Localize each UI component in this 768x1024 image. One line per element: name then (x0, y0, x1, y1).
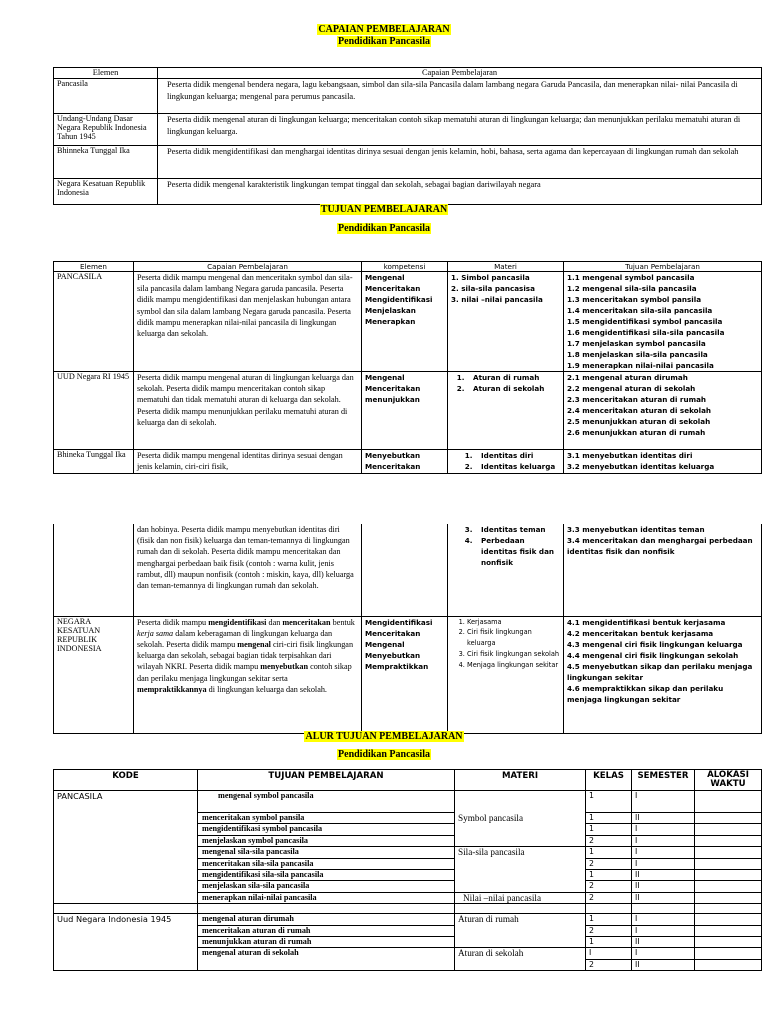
tujuan-tp: 4.1 mengidentifikasi bentuk kerjasama 4.2 menceritakan bentuk kerjasama 4.3 mengenal ciri fisik lingkungan keluarga 4.4 mengenal ciri fisik lingkungan sekolah 4.5 menyebutkan sikap dan perilaku menjaga lingkungan sekitar 4.6 mempraktikkan sikap dan perilaku menjaga lingkungan sekitar (564, 616, 762, 733)
capaian-title: CAPAIAN PEMBELAJARAN (318, 24, 450, 35)
tujuan-cp: Peserta didik mampu mengenal aturan di lingkungan keluarga dan sekolah. Peserta didik mampu menceritakan contoh sikap mematuhi dan tidak mematuhi aturan di keluarga dan sekolah. Peserta didik mampu menunjukkan perilaku mematuhi aturan di keluarga dan di sekolah. (134, 372, 362, 450)
alur-tp: menerapkan nilai-nilai pancasila (198, 892, 455, 903)
alur-semester: II (632, 959, 695, 970)
alur-alokasi (695, 948, 762, 959)
alur-tp: mengenal aturan di sekolah (198, 948, 455, 971)
alur-semester: II (632, 870, 695, 881)
tujuan-header-materi: Materi (448, 262, 564, 272)
alur-kelas: 2 (586, 959, 632, 970)
alur-subtitle: Pendidikan Pancasila (338, 749, 430, 760)
tujuan-elemen: Bhineka Tunggal Ika (54, 450, 134, 474)
alur-kelas: 1 (586, 914, 632, 925)
capaian-table (53, 67, 762, 205)
capaian-header-cp: Capaian Pembelajaran (158, 68, 762, 79)
tujuan-header-tujuan: Tujuan Pembelajaran (564, 262, 762, 272)
tujuan-kompetensi: Mengenal Menceritakan menunjukkan (362, 372, 448, 450)
alur-kelas: 1 (586, 847, 632, 858)
alur-materi: Aturan di rumah (455, 914, 586, 948)
tujuan-elemen: UUD Negara RI 1945 (54, 372, 134, 450)
alur-semester: I (632, 847, 695, 858)
capaian-subtitle: Pendidikan Pancasila (338, 36, 430, 47)
alur-tp: mengenal aturan dirumah (198, 914, 455, 925)
tujuan-header-kompetensi: kompetensi (362, 262, 448, 272)
capaian-cp: Peserta didik mengidentifikasi dan menghargai identitas dirinya sesuai dengan jenis kelamin, hobi, bahasa, serta agama dan kepercayaan di lingkungan rumah dan sekolah (158, 146, 762, 179)
alur-kelas: 2 (586, 892, 632, 903)
alur-tp: mengidentifikasi symbol pancasila (198, 824, 455, 835)
capaian-cp: Peserta didik mengenal karakteristik lingkungan tempat tinggal dan sekolah, sebagai bagian dariwilayah negara (158, 179, 762, 205)
tujuan-materi: 3. Identitas teman 4. Perbedaan identitas fisik dan nonfisik (448, 524, 564, 616)
alur-alokasi (695, 892, 762, 903)
capaian-elemen: Bhinneka Tunggal Ika (54, 146, 158, 179)
alur-tp: menceritakan sila-sila pancasila (198, 858, 455, 869)
alur-semester: II (632, 881, 695, 892)
alur-kelas: 1 (586, 824, 632, 835)
tujuan-cp: Peserta didik mampu mengenal dan menceritakn symbol dan sila-sila pancasila dalam lambang Negara garuda pancasila. Peserta didik mampu mengidentifikasi dan menjelaskan hubungan antara symbol dan sila dalam lambang Negara garuda pancasila. Peserta didik mampu menerapkan nilai-nilai pancasila di lingkungan keluarga dan sekolah. (134, 272, 362, 372)
alur-kode: Uud Negara Indonesia 1945 (54, 914, 198, 971)
alur-tp: menjelaskan sila-sila pancasila (198, 881, 455, 892)
tujuan-kompetensi: Menyebutkan Menceritakan (362, 450, 448, 474)
alur-tp: mengenal symbol pancasila (198, 791, 455, 813)
alur-alokasi (695, 835, 762, 846)
alur-kode: PANCASILA (54, 791, 198, 904)
tujuan-tp: 1.1 mengenal symbol pancasila 1.2 mengenal sila-sila pancasila 1.3 menceritakan symbol pansila 1.4 menceritakan sila-sila pancasila 1.5 mengidentifikasi symbol pancasila 1.6 mengidentifikasi sila-sila pancasila 1.7 menjelaskan symbol pancasila 1.8 menjelaskan sila-sila pancasila 1.9 menerapkan nilai-nilai pancasila (564, 272, 762, 372)
tujuan-kompetensi (362, 524, 448, 616)
alur-kelas: 1 (586, 813, 632, 824)
alur-kelas: 2 (586, 881, 632, 892)
alur-tp: mengenal sila-sila pancasila (198, 847, 455, 858)
tujuan-subtitle: Pendidikan Pancasila (338, 223, 430, 234)
tujuan-table-continued (53, 524, 762, 734)
alur-alokasi (695, 791, 762, 813)
alur-alokasi (695, 870, 762, 881)
tujuan-elemen (54, 524, 134, 616)
alur-alokasi (695, 858, 762, 869)
alur-alokasi (695, 959, 762, 970)
alur-alokasi (695, 914, 762, 925)
alur-tp: menunjukkan aturan di rumah (198, 937, 455, 948)
alur-semester: II (632, 813, 695, 824)
alur-semester: I (632, 925, 695, 936)
alur-header-tujuan: TUJUAN PEMBELAJARAN (198, 770, 455, 791)
alur-title: ALUR TUJUAN PEMBELAJARAN (305, 731, 463, 742)
alur-materi: Aturan di sekolah (455, 948, 586, 971)
tujuan-tp: 3.3 menyebutkan identitas teman 3.4 menceritakan dan menghargai perbedaan identitas fisik dan nonfisik (564, 524, 762, 616)
alur-header-semester: SEMESTER (632, 770, 695, 791)
alur-tp: menceritakan aturan di rumah (198, 925, 455, 936)
tujuan-cp: dan hobinya. Peserta didik mampu menyebutkan identitas diri (fisik dan non fisik) keluarga dan teman-temannya di lingkungan rumah dan di sekolah. Peserta didik mampu menceritakan dan menghargai perbedaan baik fisik (contoh : warna kulit, jenis rambut, dll) maupun nonfisik (contoh : miskin, kaya, dll) keluarga dan teman-temannya di lingkungan rumah dan sekolah. (134, 524, 362, 616)
alur-semester: II (632, 937, 695, 948)
alur-materi: Symbol pancasila (455, 791, 586, 847)
capaian-cp: Peserta didik mengenal aturan di lingkungan keluarga; menceritakan contoh sikap mematuhi aturan di lingkungan keluarga; dan menunjukkan perilaku mematuhi aturan di lingkungan keluarga. (158, 114, 762, 146)
tujuan-kompetensi: Mengidentifikasi Menceritakan Mengenal Menyebutkan Mempraktikkan (362, 616, 448, 733)
alur-alokasi (695, 881, 762, 892)
tujuan-header-cp: Capaian Pembelajaran (134, 262, 362, 272)
alur-alokasi (695, 813, 762, 824)
tujuan-materi: 1. Identitas diri 2. Identitas keluarga (448, 450, 564, 474)
tujuan-tp: 2.1 mengenal aturan dirumah 2.2 mengenal aturan di sekolah 2.3 menceritakan aturan di rumah 2.4 menceritakan aturan di sekolah 2.5 menunjukkan aturan di sekolah 2.6 menunjukkan aturan di rumah (564, 372, 762, 450)
alur-kelas: I (586, 948, 632, 959)
alur-tp: mengidentifikasi sila-sila pancasila (198, 870, 455, 881)
capaian-elemen: Undang-Undang Dasar Negara Republik Indonesia Tahun 1945 (54, 114, 158, 146)
alur-semester: II (632, 892, 695, 903)
tujuan-materi: 1. Kerjasama 2. Ciri fisik lingkungan keluarga 3. Ciri fisik lingkungan sekolah 4. Menjaga lingkungan sekitar (448, 616, 564, 733)
alur-alokasi (695, 925, 762, 936)
alur-materi: Nilai –nilai pancasila (455, 892, 586, 903)
alur-header-kelas: KELAS (586, 770, 632, 791)
tujuan-table (53, 261, 762, 474)
alur-semester: I (632, 914, 695, 925)
tujuan-tp: 3.1 menyebutkan identitas diri 3.2 menyebutkan identitas keluarga (564, 450, 762, 474)
alur-semester: I (632, 791, 695, 813)
alur-tp: menceritakan symbol pansila (198, 813, 455, 824)
tujuan-kompetensi: Mengenal Menceritakan Mengidentifikasi Menjelaskan Menerapkan (362, 272, 448, 372)
alur-kelas: 1 (586, 937, 632, 948)
alur-header-alokasi: ALOKASI WAKTU (695, 770, 762, 791)
alur-semester: I (632, 948, 695, 959)
capaian-cp: Peserta didik mengenal bendera negara, lagu kebangsaan, simbol dan sila-sila Pancasila dalam lambang negara Garuda Pancasila, dan menerapkan nilai- nilai Pancasila di lingkungan keluarga; mengenal para perumus pancasila. (158, 79, 762, 114)
alur-semester: I (632, 824, 695, 835)
alur-kelas: 2 (586, 835, 632, 846)
alur-kelas: 2 (586, 858, 632, 869)
tujuan-materi: 1. Simbol pancasila 2. sila-sila pancasisa 3. nilai –nilai pancasila (448, 272, 564, 372)
alur-kelas: 1 (586, 791, 632, 813)
tujuan-title: TUJUAN PEMBELAJARAN (320, 204, 448, 215)
tujuan-elemen: NEGARA KESATUAN REPUBLIK INDONESIA (54, 616, 134, 733)
alur-kelas: 1 (586, 870, 632, 881)
alur-table (53, 769, 762, 971)
capaian-elemen: Pancasila (54, 79, 158, 114)
tujuan-cp: Peserta didik mampu mengenal identitas dirinya sesuai dengan jenis kelamin, ciri-ciri fisik, (134, 450, 362, 474)
alur-alokasi (695, 847, 762, 858)
alur-materi: Sila-sila pancasila (455, 847, 586, 893)
alur-tp: menjelaskan symbol pancasila (198, 835, 455, 846)
tujuan-materi: 1. Aturan di rumah 2. Aturan di sekolah (448, 372, 564, 450)
alur-kelas: 2 (586, 925, 632, 936)
alur-header-kode: KODE (54, 770, 198, 791)
alur-header-materi: MATERI (455, 770, 586, 791)
tujuan-cp: Peserta didik mampu mengidentifikasi dan menceritakan bentuk kerja sama dalam keberagaman di lingkungan keluarga dan sekolah. Peserta didik mampu mengenal ciri-ciri fisik lingkungan keluarga dan sekolah, sebagai bagian tidak terpisahkan dari wilayah NKRI. Peserta didik mampu menyebutkan contoh sikap dan perilaku menjaga lingkungan sekitar serta mempraktikkannya di lingkungan keluarga dan sekolah. (134, 616, 362, 733)
alur-alokasi (695, 937, 762, 948)
alur-semester: I (632, 858, 695, 869)
alur-semester: I (632, 835, 695, 846)
tujuan-header-elemen: Elemen (54, 262, 134, 272)
alur-alokasi (695, 824, 762, 835)
tujuan-elemen: PANCASILA (54, 272, 134, 372)
capaian-header-elemen: Elemen (54, 68, 158, 79)
capaian-elemen: Negara Kesatuan Republik Indonesia (54, 179, 158, 205)
